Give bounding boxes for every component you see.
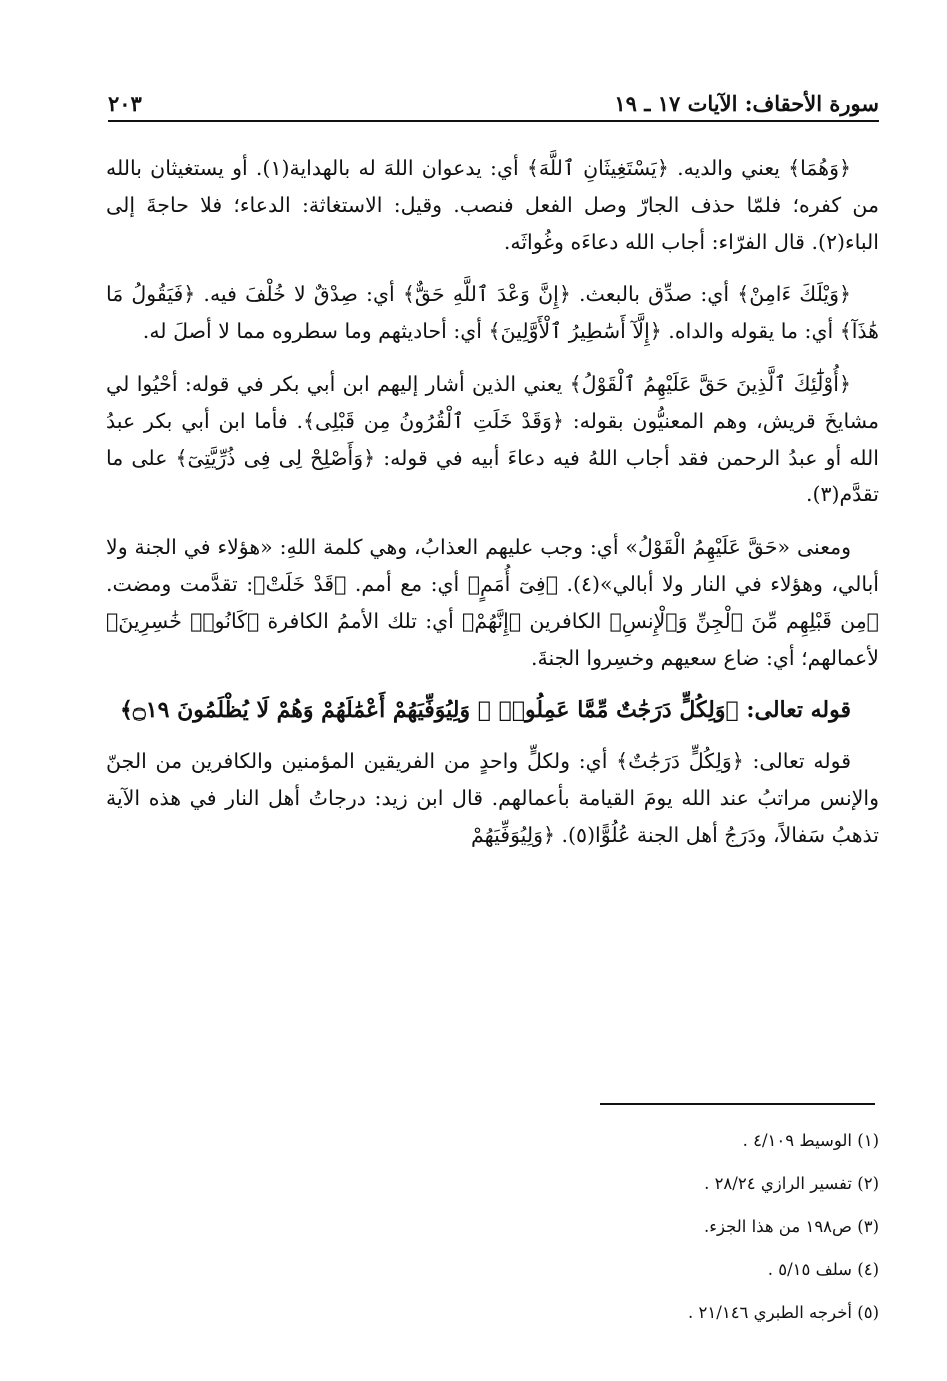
page-number: ٢٠٣: [108, 91, 142, 116]
running-header: [108, 80, 879, 122]
paragraph-3: ﴿أُوْلَٰٓئِكَ ٱلَّذِينَ حَقَّ عَلَيْهِمُ ٱلْقَوْلُ﴾ يعني الذين أشار إليهم ابن أبي بكر في قوله: أحْيُوا لي مشايخَ قريش، وهم المعنيُّون بقوله: ﴿وَقَدْ خَلَتِ ٱلْقُرُونُ مِن قَبْلِى﴾. فأما ابن أبي بكر عبدُ الله أو عبدُ الرحمن فقد أجاب اللهُ فيه دعاءَ أبيه في قوله: ﴿وَأَصْلِحْ لِى فِى ذُرِّيَّتِىٓ﴾ على ما تقدَّم(٣).: [106, 371, 879, 507]
verse-heading: قوله تعالى: ﴿وَلِكُلٍّ دَرَجَٰتٌ مِّمَّا عَمِلُوا۟ ۖ وَلِيُوَفِّيَهُمْ أَعْمَٰلَهُمْ وَهُمْ لَا يُظْلَمُونَ ۝١٩﴾: [120, 697, 851, 724]
paragraph-4: ومعنى «حَقَّ عَلَيْهِمُ الْقَوْلُ» أي: وجب عليهم العذابُ، وهي كلمة اللهِ: «هؤلاء في الجنة ولا أبالي، وهؤلاء في النار ولا أبالي»(٤). ﴿فِىٓ أُمَمٍ﴾ أي: مع أمم. ﴿قَدْ خَلَتْ﴾: تقدَّمت ومضت. ﴿مِن قَبْلِهِم مِّنَ ٱلْجِنِّ وَٱلْإِنسِ﴾ الكافرين ﴿إِنَّهُمْ﴾ أي: تلك الأممُ الكافرة ﴿كَانُوا۟ خَٰسِرِينَ﴾ لأعمالهم؛ أي: ضاع سعيهم وخسِروا الجنةَ.: [106, 535, 879, 670]
footnote-separator: [600, 1103, 875, 1105]
footnote-3: (٣) ص١٩٨ من هذا الجزء.: [704, 1217, 879, 1236]
footnote-1: (١) الوسيط ٤/١٠٩ .: [742, 1131, 879, 1150]
surah-verses-title: سورة الأحقاف: الآيات ١٧ ـ ١٩: [614, 91, 879, 116]
footnotes: [106, 1130, 879, 1345]
footnote-4: (٤) سلف ٥/١٥ .: [767, 1260, 879, 1279]
footnote-2: (٢) تفسير الرازي ٢٨/٢٤ .: [704, 1174, 879, 1193]
paragraph-1: ﴿وَهُمَا﴾ يعني والديه. ﴿يَسْتَغِيثَانِ ٱللَّهَ﴾ أي: يدعوان اللهَ له بالهداية(١). أو يستغيثان بالله من كفره؛ فلمّا حذف الجارّ وصل الفعل فنصب. وقيل: الاستغاثة: الدعاء؛ فلا حاجةَ إلى الباء(٢). قال الفرّاء: أجاب الله دعاءَه وغُواثَه.: [106, 156, 879, 254]
main-text: [106, 150, 879, 870]
paragraph-2: ﴿وَيْلَكَ ءَامِنْ﴾ أي: صدِّق بالبعث. ﴿إِنَّ وَعْدَ ٱللَّهِ حَقٌّ﴾ أي: صِدْقٌ لا خُلْفَ فيه. ﴿فَيَقُولُ مَا هَٰذَآ﴾ أي: ما يقوله والداه. ﴿إِلَّآ أَسَٰطِيرُ ٱلْأَوَّلِينَ﴾ أي: أحاديثهم وما سطروه مما لا أصلَ له.: [106, 282, 879, 344]
paragraph-5: قوله تعالى: ﴿وَلِكُلٍّ دَرَجَٰتٌ﴾ أي: ولكلٍّ واحدٍ من الفريقين المؤمنين والكافرين من الجنّ والإنس مراتبُ عند الله يومَ القيامة بأعمالهم. قال ابن زيد: درجاتُ أهل النار في هذه الآية تذهبُ سَفالاً، ودَرَجُ أهل الجنة عُلُوًّا(٥). ﴿وَلِيُوَفِّيَهُمْ: [106, 749, 879, 847]
footnote-5: (٥) أخرجه الطبري ٢١/١٤٦ .: [688, 1303, 879, 1322]
